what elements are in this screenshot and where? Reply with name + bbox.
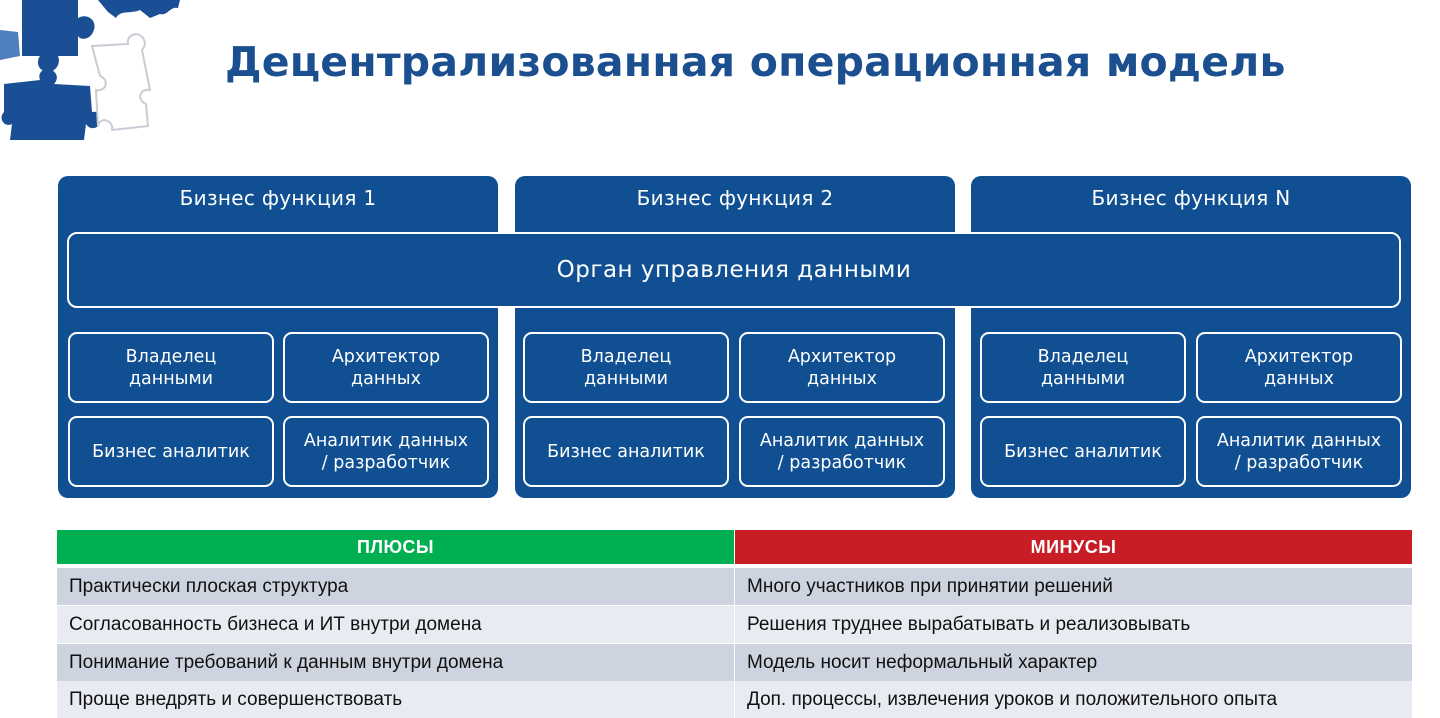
role-data-architect: Архитектор данных <box>1196 332 1402 403</box>
puzzle-logo-icon <box>0 0 190 140</box>
role-data-architect: Архитектор данных <box>739 332 945 403</box>
pros-cell: Практически плоская структура <box>57 568 734 605</box>
role-business-analyst: Бизнес аналитик <box>523 416 729 487</box>
pros-cell: Понимание требований к данным внутри домена <box>57 644 734 681</box>
role-data-analyst-developer: Аналитик данных / разработчик <box>283 416 489 487</box>
role-data-analyst-developer: Аналитик данных / разработчик <box>739 416 945 487</box>
role-business-analyst: Бизнес аналитик <box>980 416 1186 487</box>
role-business-analyst: Бизнес аналитик <box>68 416 274 487</box>
role-data-owner: Владелец данными <box>980 332 1186 403</box>
role-data-owner: Владелец данными <box>68 332 274 403</box>
role-data-architect: Архитектор данных <box>283 332 489 403</box>
data-governance-body: Орган управления данными <box>67 232 1401 308</box>
role-data-analyst-developer: Аналитик данных / разработчик <box>1196 416 1402 487</box>
cons-cell: Много участников при принятии решений <box>735 568 1412 605</box>
cons-cell: Модель носит неформальный характер <box>735 644 1412 681</box>
business-function-label: Бизнес функция 2 <box>636 186 834 210</box>
cons-header: МИНУСЫ <box>735 530 1412 564</box>
business-function-label: Бизнес функция N <box>1091 186 1291 210</box>
pros-cell: Согласованность бизнеса и ИТ внутри домена <box>57 606 734 643</box>
cons-cell: Доп. процессы, извлечения уроков и положительного опыта <box>735 681 1412 718</box>
business-function-label: Бизнес функция 1 <box>179 186 377 210</box>
pros-header: ПЛЮСЫ <box>57 530 734 564</box>
cons-cell: Решения труднее вырабатывать и реализовывать <box>735 606 1412 643</box>
pros-cell: Проще внедрять и совершенствовать <box>57 681 734 718</box>
page-title: Децентрализованная операционная модель <box>225 38 1286 86</box>
role-data-owner: Владелец данными <box>523 332 729 403</box>
